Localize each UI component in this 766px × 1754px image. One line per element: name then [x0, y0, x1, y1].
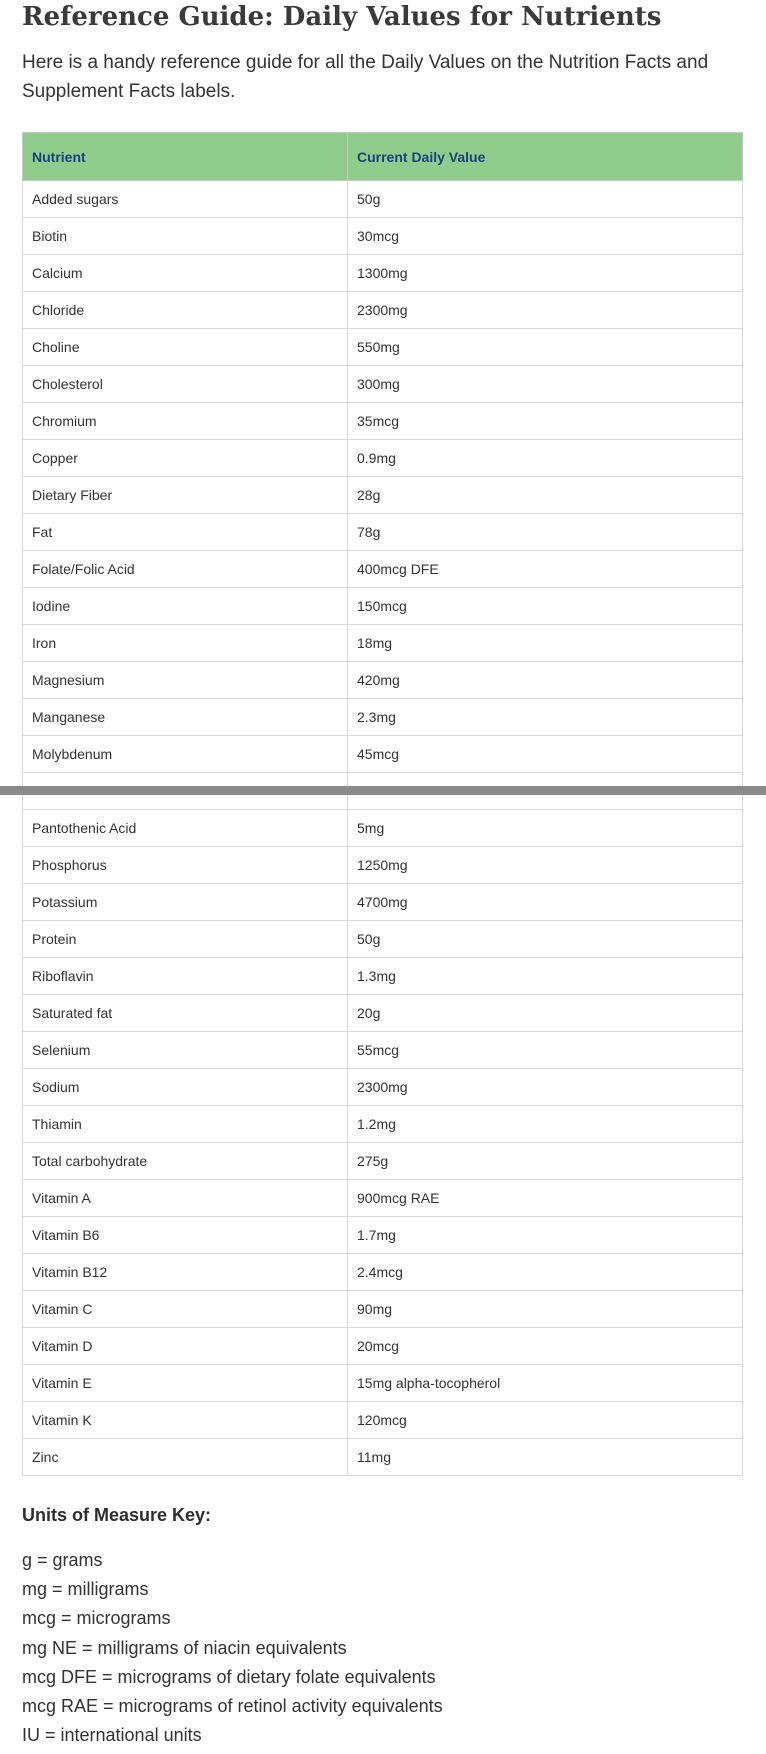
nutrient-cell: Copper	[23, 440, 348, 477]
nutrient-cell: Saturated fat	[23, 995, 348, 1032]
nutrient-cell: Vitamin B12	[23, 1254, 348, 1291]
nutrient-cell: Calcium	[23, 255, 348, 292]
nutrient-cell: Vitamin E	[23, 1365, 348, 1402]
table-row	[23, 1143, 743, 1180]
nutrient-cell: Iodine	[23, 588, 348, 625]
table-row	[23, 699, 743, 736]
nutrient-cell: Chloride	[23, 292, 348, 329]
daily-value-cell: 1300mg	[348, 255, 743, 292]
table-row	[23, 551, 743, 588]
units-key-item: g = grams	[22, 1550, 103, 1570]
daily-value-cell: 1.7mg	[348, 1217, 743, 1254]
daily-value-cell: 28g	[348, 477, 743, 514]
nutrient-cell: Chromium	[23, 403, 348, 440]
table-row	[23, 1254, 743, 1291]
daily-value-cell: 78g	[348, 514, 743, 551]
table-row	[23, 921, 743, 958]
table-row	[23, 1291, 743, 1328]
daily-value-cell: 1250mg	[348, 847, 743, 884]
daily-value-cell: 275g	[348, 1143, 743, 1180]
daily-value-cell: 35mcg	[348, 403, 743, 440]
daily-value-cell: 90mg	[348, 1291, 743, 1328]
daily-value-cell: 55mcg	[348, 1032, 743, 1069]
daily-value-cell: 120mcg	[348, 1402, 743, 1439]
nutrient-cell: Vitamin A	[23, 1180, 348, 1217]
table-row	[23, 1439, 743, 1476]
daily-value-cell: 45mcg	[348, 736, 743, 773]
table-row	[23, 662, 743, 699]
units-key-item: mg NE = milligrams of niacin equivalents	[22, 1637, 347, 1658]
daily-value-cell: 30mcg	[348, 218, 743, 255]
table-row	[23, 1180, 743, 1217]
nutrient-cell: Protein	[23, 921, 348, 958]
units-key-item: mg = milligrams	[22, 1579, 149, 1600]
screenshot-divider	[0, 786, 766, 795]
table-row	[23, 1106, 743, 1143]
nutrient-cell: Cholesterol	[23, 366, 348, 403]
table-row	[23, 292, 743, 329]
nutrient-cell: Iron	[23, 625, 348, 662]
units-key-title: Units of Measure Key:	[22, 1505, 212, 1525]
nutrient-cell: Thiamin	[23, 1106, 348, 1143]
intro-text: Here is a handy reference guide for all the Daily Values on the Nutrition Facts and Supplement Facts labels.	[22, 52, 709, 102]
table-header-row	[23, 133, 743, 181]
nutrient-cell: Potassium	[23, 884, 348, 921]
table-row	[23, 810, 743, 847]
nutrient-cell: Magnesium	[23, 662, 348, 699]
units-key-item: mcg = micrograms	[22, 1608, 171, 1629]
table-row	[23, 218, 743, 255]
table-row	[23, 329, 743, 366]
page-title: Reference Guide: Daily Values for Nutrients	[22, 2, 662, 32]
daily-value-cell: 1.3mg	[348, 958, 743, 995]
header-current-daily-value: Current Daily Value	[348, 133, 743, 181]
table-row	[23, 1217, 743, 1254]
nutrient-cell: Biotin	[23, 218, 348, 255]
daily-value-cell: 15mg alpha-tocopherol	[348, 1365, 743, 1402]
table-row	[23, 588, 743, 625]
table-row	[23, 995, 743, 1032]
nutrient-cell: Manganese	[23, 699, 348, 736]
nutrient-cell: Added sugars	[23, 181, 348, 218]
table-row	[23, 1365, 743, 1402]
daily-value-cell: 20g	[348, 995, 743, 1032]
daily-value-cell: 5mg	[348, 810, 743, 847]
table-row	[23, 884, 743, 921]
daily-value-cell: 4700mg	[348, 884, 743, 921]
table-row	[23, 847, 743, 884]
units-key-item: mcg RAE = micrograms of retinol activity equivalents	[22, 1696, 443, 1717]
daily-value-cell: 50g	[348, 921, 743, 958]
table-row	[23, 1069, 743, 1106]
nutrient-cell: Vitamin K	[23, 1402, 348, 1439]
table-row	[23, 1402, 743, 1439]
daily-value-cell: 2300mg	[348, 1069, 743, 1106]
header-nutrient: Nutrient	[23, 133, 348, 181]
daily-value-cell: 18mg	[348, 625, 743, 662]
daily-value-cell: 0.9mg	[348, 440, 743, 477]
table-row	[23, 625, 743, 662]
daily-value-cell: 150mcg	[348, 588, 743, 625]
table-row	[23, 1032, 743, 1069]
daily-value-cell: 2300mg	[348, 292, 743, 329]
nutrient-cell: Total carbohydrate	[23, 1143, 348, 1180]
nutrient-cell: Sodium	[23, 1069, 348, 1106]
daily-value-cell: 2.4mcg	[348, 1254, 743, 1291]
daily-value-cell: 550mg	[348, 329, 743, 366]
table-row	[23, 440, 743, 477]
daily-value-cell: 1.2mg	[348, 1106, 743, 1143]
table-row	[23, 958, 743, 995]
table-row	[23, 366, 743, 403]
table-row	[23, 181, 743, 218]
nutrient-cell: Selenium	[23, 1032, 348, 1069]
nutrient-cell: Molybdenum	[23, 736, 348, 773]
table-row	[23, 1328, 743, 1365]
daily-value-cell: 11mg	[348, 1439, 743, 1476]
units-key-list	[22, 1546, 443, 1750]
nutrient-cell: Pantothenic Acid	[23, 810, 348, 847]
daily-values-table	[22, 132, 743, 1476]
table-row	[23, 255, 743, 292]
daily-value-cell: 300mg	[348, 366, 743, 403]
daily-value-cell: 50g	[348, 181, 743, 218]
units-key-item: mcg DFE = micrograms of dietary folate equivalents	[22, 1666, 436, 1687]
daily-values-table-wrap	[22, 132, 742, 1476]
daily-value-cell: 2.3mg	[348, 699, 743, 736]
nutrient-cell: Choline	[23, 329, 348, 366]
daily-value-cell: 20mcg	[348, 1328, 743, 1365]
nutrient-cell: Phosphorus	[23, 847, 348, 884]
daily-value-cell: 420mg	[348, 662, 743, 699]
nutrient-cell: Folate/Folic Acid	[23, 551, 348, 588]
table-row	[23, 736, 743, 773]
table-row	[23, 477, 743, 514]
daily-value-cell: 900mcg RAE	[348, 1180, 743, 1217]
table-body	[23, 181, 743, 1476]
nutrient-cell: Riboflavin	[23, 958, 348, 995]
table-row	[23, 514, 743, 551]
nutrient-cell: Dietary Fiber	[23, 477, 348, 514]
daily-value-cell: 400mcg DFE	[348, 551, 743, 588]
nutrient-cell: Vitamin C	[23, 1291, 348, 1328]
nutrient-cell: Zinc	[23, 1439, 348, 1476]
nutrient-cell: Vitamin B6	[23, 1217, 348, 1254]
table-row	[23, 403, 743, 440]
nutrient-cell: Fat	[23, 514, 348, 551]
units-key-item: IU = international units	[22, 1725, 202, 1746]
nutrient-cell: Vitamin D	[23, 1328, 348, 1365]
